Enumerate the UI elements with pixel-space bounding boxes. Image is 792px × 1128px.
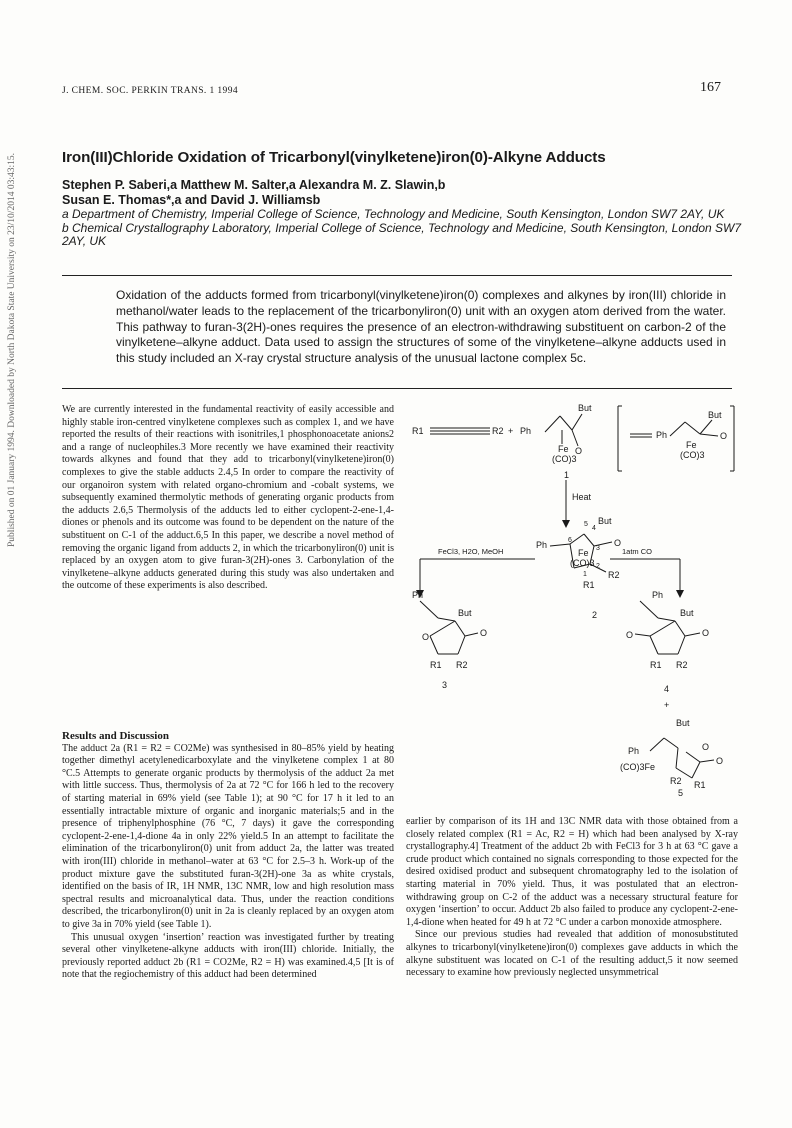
- co3-label-1: (CO)3: [552, 454, 577, 464]
- fe-label-2: Fe: [686, 440, 697, 450]
- right-paragraph-1: earlier by comparison of its 1H and 13C NMR data with those obtained from a closely related complex (R1 = Ac, R2 = H) which had been analysed by X-ray crystallography.4] Treatment of the adduct 2b with FeCl3 for 3 h at 63 °C gave a crude product which contained no signals corresponding to those expected for the desired oxidised product and subsequent chromatography led to the isolation of starting material in 70% yield. Thus, it was postulated that an electron-withdrawing group on C-2 of the adduct was a necessary structural feature for oxygen ‘insertion’ to occur. Adduct 2b also failed to produce any cyclopent-2-ene-1,4-dione when heated for 49 h at 72 °C under a carbon monoxide atmosphere.: [406, 816, 738, 928]
- heat-label: Heat: [572, 492, 592, 502]
- author-line-1: Stephen P. Saberi,a Matthew M. Salter,a Alexandra M. Z. Slawin,b: [62, 178, 446, 192]
- r1-label-c: R1: [430, 660, 442, 670]
- r1-label-d: R1: [650, 660, 662, 670]
- but-label-2: But: [708, 410, 722, 420]
- fecl3-condition: FeCl3, H2O, MeOH: [438, 547, 504, 556]
- scheme-labels: [412, 403, 727, 796]
- ph-label-4: Ph: [412, 590, 424, 600]
- o-label-3: O: [614, 538, 622, 548]
- affiliation-a: a Department of Chemistry, Imperial College of Science, Technology and Medicine, South Kensington, London SW7 2AY, UK: [62, 207, 725, 221]
- left-column-intro: [62, 404, 394, 593]
- o-label-9: O: [716, 756, 724, 766]
- r1-label-a: R1: [412, 426, 424, 436]
- page-number: 167: [700, 80, 721, 95]
- compound-3-label: 3: [442, 680, 448, 690]
- top-rule: [62, 275, 732, 276]
- co3-label-2: (CO)3: [680, 450, 705, 460]
- o-label-8: O: [702, 742, 710, 752]
- atom-5-label: 5: [584, 521, 588, 528]
- right-paragraph-2: Since our previous studies had revealed that addition of monosubstituted alkynes to tricarbonyl(vinylketene)iron(0) complexes gave adducts in which the alkyne substituent was located on C-1 of the resulting adduct,5 it now seemed necessary to examine how previously neglected unsymmetrical: [406, 929, 738, 979]
- compound-5-label: 5: [678, 788, 684, 796]
- o-label-4: O: [422, 632, 430, 642]
- right-column-text: [406, 816, 738, 980]
- r2-label-b: R2: [608, 570, 620, 580]
- reaction-scheme: [400, 396, 740, 796]
- left-column-results: [62, 730, 394, 982]
- plus-sign: +: [508, 426, 514, 436]
- section-heading: Results and Discussion: [62, 730, 169, 742]
- feco3-label: (CO)3Fe: [620, 762, 656, 772]
- atom-4-label: 4: [592, 525, 596, 532]
- r2-label-a: R2: [492, 426, 504, 436]
- compound-4-label: 4: [664, 684, 670, 694]
- o-label-5: O: [480, 628, 488, 638]
- ph-label-6: Ph: [628, 746, 640, 756]
- o-label-2: O: [720, 431, 728, 441]
- r1-label-b: R1: [583, 580, 595, 590]
- o-label-1: O: [575, 446, 583, 456]
- but-label-6: But: [676, 718, 690, 728]
- ph-label-3: Ph: [536, 540, 548, 550]
- atom-6-label: 6: [568, 537, 572, 544]
- affiliation-b: b Chemical Crystallography Laboratory, Imperial College of Science, Technology and Medicine, South Kensington, London SW7 2AY, UK: [62, 220, 742, 248]
- fe-label-1: Fe: [558, 444, 569, 454]
- atom-2-label: 2: [596, 563, 600, 570]
- co3-label-3: (CO)3: [570, 558, 595, 568]
- but-label-3: But: [598, 516, 612, 526]
- r2-label-d: R2: [676, 660, 688, 670]
- compound-1-label: 1: [564, 470, 570, 480]
- but-label-1: But: [578, 403, 592, 413]
- download-sidebar: [4, 30, 20, 670]
- r2-label-c: R2: [456, 660, 468, 670]
- intro-paragraph: We are currently interested in the fundamental reactivity of easily accessible and highly stable iron-centred vinylketene complexes such as complex 1, and we have reported the results of their reactions with isonitriles,1 phosphonoacetate anions2 and a range of nucleophiles.3 More recently we have examined their reactivity towards alkynes and found that they add to tricarbonyl(vinylketene)iron(0) complexes to give the stable adducts 2.4,5 In order to compare the reactivity of our organoiron system with related organo-chromium and -cobalt systems, we subsequently examined thermolytic methods of generating organic products from the adducts 2.6,5 Thermolysis of the adducts led to either cyclopent-2-ene-1,4-diones or phenols and its outcome was found to be dependent on the nature of the substituent on C-1 of the adduct.6,5 In this paper, we describe a novel method of removing the organic ligand from adducts 2, in which the tricarbonyliron(0) unit is replaced by an oxygen atom to give furan-3(2H)-ones 3. Carbonylation of the vinylketene–alkyne adducts generated during this study was also undertaken and the outcome of these experiments is also described.: [62, 404, 394, 592]
- abstract: Oxidation of the adducts formed from tricarbonyl(vinylketene)iron(0) complexes and alkynes by iron(III) chloride in methanol/water leads to the replacement of the tricarbonyliron(0) unit with an oxygen atom derived from the water. This pathway to furan-3(2H)-ones requires the presence of an electron-withdrawing substituent on carbon-2 of the vinylketene–alkyne adduct. Data used to assign the structures of some of the vinylketene–alkyne adducts used in this study included an X-ray crystal structure analysis of the unusual lactone complex 5c.: [116, 288, 726, 366]
- atom-3-label: 3: [596, 545, 600, 552]
- affiliations: [62, 208, 742, 249]
- o-label-6: O: [626, 630, 634, 640]
- atom-1-label: 1: [583, 571, 587, 578]
- fe-label-3: Fe: [578, 548, 589, 558]
- compound-2-label: 2: [592, 610, 598, 620]
- r1-label-e: R1: [694, 780, 706, 790]
- ph-label-1: Ph: [520, 426, 532, 436]
- results-paragraph-2: This unusual oxygen ‘insertion’ reaction was investigated further by treating several other vinylketene-alkyne adducts with iron(III) chloride. Initially, the previously reported adduct 2b (R1 = CO2Me, R2 = H) was examined.4,5 [It is of note that the regiochemistry of this adduct had been determined: [62, 931, 394, 981]
- ph-label-2: Ph: [656, 430, 668, 440]
- o-label-7: O: [702, 628, 710, 638]
- but-label-5: But: [680, 608, 694, 618]
- plus-sign-2: +: [664, 700, 670, 710]
- author-list: [62, 178, 742, 208]
- co-condition: 1atm CO: [622, 547, 653, 556]
- author-line-2: Susan E. Thomas*,a and David J. Williamsb: [62, 193, 321, 207]
- article-title: Iron(III)Chloride Oxidation of Tricarbonyl(vinylketene)iron(0)-Alkyne Adducts: [62, 149, 606, 166]
- results-paragraph-1: The adduct 2a (R1 = R2 = CO2Me) was synthesised in 80–85% yield by heating together dimethyl acetylenedicarboxylate and the vinylketene complex 1 at 80 °C.5 Attempts to generate organic products by thermolysis of the adduct 2a met with little success. Thus, thermolysis of 2a at 72 °C for 166 h led to the recovery of starting material in 69% yield (see Table 1); at 90 °C for 17 h it led to an essentially intractable mixture of organic and inorganic materials;5 and in the presence of triphenylphosphine (76 °C, 7 days) it gave the corresponding cyclopent-2-ene-1,4-dione 4a in only 22% yield.5 In an attempt to facilitate the elimination of the tricarbonyliron(0) unit from adduct 2a, the latter was treated with iron(III) chloride in methanol–water at 63 °C for 2.5–3 h. Work-up of the product mixture gave the substituted furan-3(2H)-one 3a as white crystals, identified on the basis of IR, 1H NMR, 13C NMR, low and high resolution mass spectral results and microanalytical data. Thus, under the reaction conditions described, the tricarbonyliron(0) unit in 2a is cleanly replaced by an oxygen atom to give 3a in 70% yield (see Table 1).: [62, 742, 394, 930]
- but-label-4: But: [458, 608, 472, 618]
- ph-label-5: Ph: [652, 590, 664, 600]
- abstract-rule: [62, 388, 732, 389]
- journal-header: J. CHEM. SOC. PERKIN TRANS. 1 1994: [62, 86, 239, 96]
- r2-label-e: R2: [670, 776, 682, 786]
- download-notice: Published on 01 January 1994. Downloaded by North Dakota State University on 23/10/2014 03:43:15.: [7, 153, 18, 547]
